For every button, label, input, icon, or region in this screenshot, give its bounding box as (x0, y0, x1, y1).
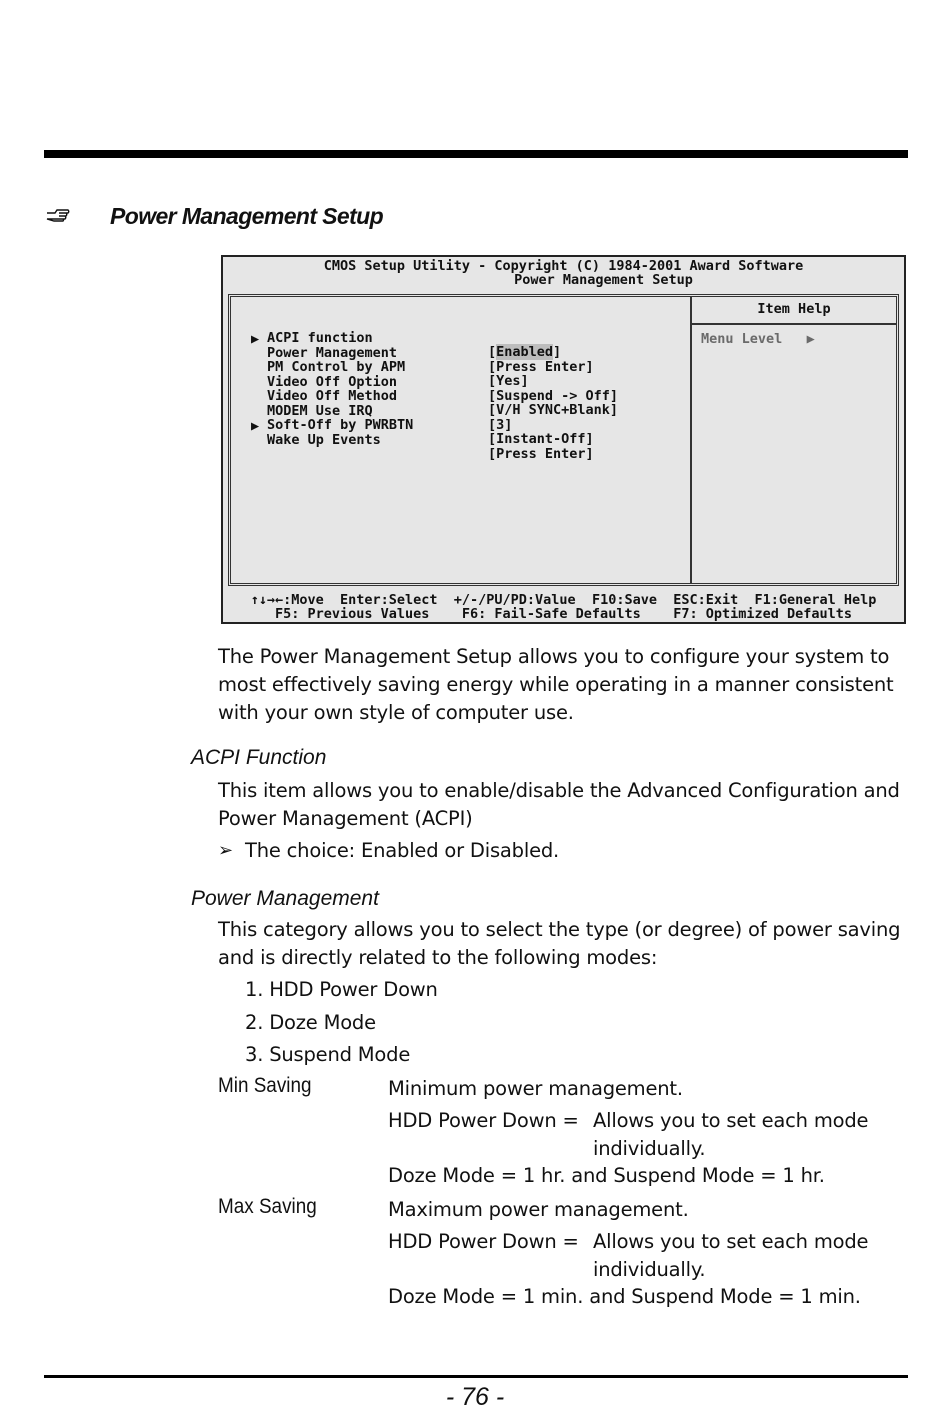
bios-header-line1: CMOS Setup Utility - Copyright (C) 1984-2001 Award Software (323, 258, 804, 274)
bios-item-label: ACPI function (267, 330, 373, 346)
bios-item-label: MODEM Use IRQ (267, 403, 373, 419)
section-title: Power Management Setup (110, 203, 384, 229)
bios-main-frame (228, 294, 899, 586)
page-number: - 76 - (445, 1383, 505, 1411)
item-help-title: Item Help (692, 297, 896, 325)
bios-item-value: [Press Enter] (488, 446, 594, 462)
bios-footer-line2: F5: Previous Values F6: Fail-Safe Defaults F7: Optimized Defaults (274, 606, 853, 622)
bios-item-value: [Suspend -> Off] (488, 388, 619, 404)
bios-header-line2: Power Management Setup (514, 272, 693, 288)
bios-footer-line1: ↑↓→←:Move Enter:Select +/-/PU/PD:Value F10:Save ESC:Exit F1:General Help (250, 592, 877, 608)
bios-item-value: [3] (488, 417, 513, 433)
acpi-heading: ACPI Function (191, 746, 327, 769)
submenu-arrow-icon: ▶ (251, 331, 260, 347)
bios-item-label: Wake Up Events (267, 432, 381, 448)
selected-value-highlight: Enabled (496, 344, 554, 360)
min-saving-hdd-value-1: Allows you to set each mode (593, 1109, 869, 1132)
submenu-arrow-icon: ▶ (251, 418, 260, 434)
mode-item-1: 1. HDD Power Down (245, 978, 438, 1001)
bios-item-label: Video Off Option (267, 374, 398, 390)
power-management-line-2: and is directly related to the following modes: (218, 946, 658, 969)
intro-line-2: most effectively saving energy while operating in a manner consistent (218, 673, 894, 696)
bios-item-value: [V/H SYNC+Blank] (488, 402, 619, 418)
bios-item-label: Soft-Off by PWRBTN (267, 417, 414, 433)
max-saving-hdd-value-2: individually. (593, 1258, 706, 1281)
mode-item-2: 2. Doze Mode (245, 1011, 376, 1034)
min-saving-desc: Minimum power management. (388, 1077, 683, 1100)
max-saving-hdd-value-1: Allows you to set each mode (593, 1230, 869, 1253)
min-saving-doze: Doze Mode = 1 hr. and Suspend Mode = 1 hr. (388, 1164, 825, 1187)
power-management-heading: Power Management (191, 887, 379, 910)
acpi-line-1: This item allows you to enable/disable the Advanced Configuration and (218, 779, 900, 802)
bios-panel-divider (690, 297, 692, 583)
bios-item-label: Power Management (267, 345, 398, 361)
bios-screenshot (221, 255, 906, 624)
bios-item-label: Video Off Method (267, 388, 398, 404)
bottom-rule (44, 1375, 908, 1378)
min-saving-term: Min Saving (218, 1074, 312, 1097)
bios-item-label: PM Control by APM (267, 359, 406, 375)
arrow-bullet-icon: ➢ (218, 840, 233, 861)
pointing-hand-icon (46, 207, 70, 223)
menu-level-text: Menu Level ▶ (701, 331, 815, 347)
max-saving-desc: Maximum power management. (388, 1198, 689, 1221)
acpi-choice: The choice: Enabled or Disabled. (245, 839, 560, 862)
intro-line-3: with your own style of computer use. (218, 701, 574, 724)
min-saving-hdd-label: HDD Power Down = (388, 1109, 579, 1132)
max-saving-hdd-label: HDD Power Down = (388, 1230, 579, 1253)
mode-item-3: 3. Suspend Mode (245, 1043, 411, 1066)
min-saving-hdd-value-2: individually. (593, 1137, 706, 1160)
intro-line-1: The Power Management Setup allows you to configure your system to (218, 645, 890, 668)
acpi-line-2: Power Management (ACPI) (218, 807, 473, 830)
bios-item-value: [Instant-Off] (488, 431, 594, 447)
bios-item-value: [Yes] (488, 373, 529, 389)
top-rule (44, 150, 908, 158)
bios-item-value: [Press Enter] (488, 359, 594, 375)
max-saving-term: Max Saving (218, 1195, 317, 1218)
max-saving-doze: Doze Mode = 1 min. and Suspend Mode = 1 min. (388, 1285, 861, 1308)
power-management-line-1: This category allows you to select the type (or degree) of power saving (218, 918, 901, 941)
bios-item-value: [Enabled] (488, 344, 562, 360)
